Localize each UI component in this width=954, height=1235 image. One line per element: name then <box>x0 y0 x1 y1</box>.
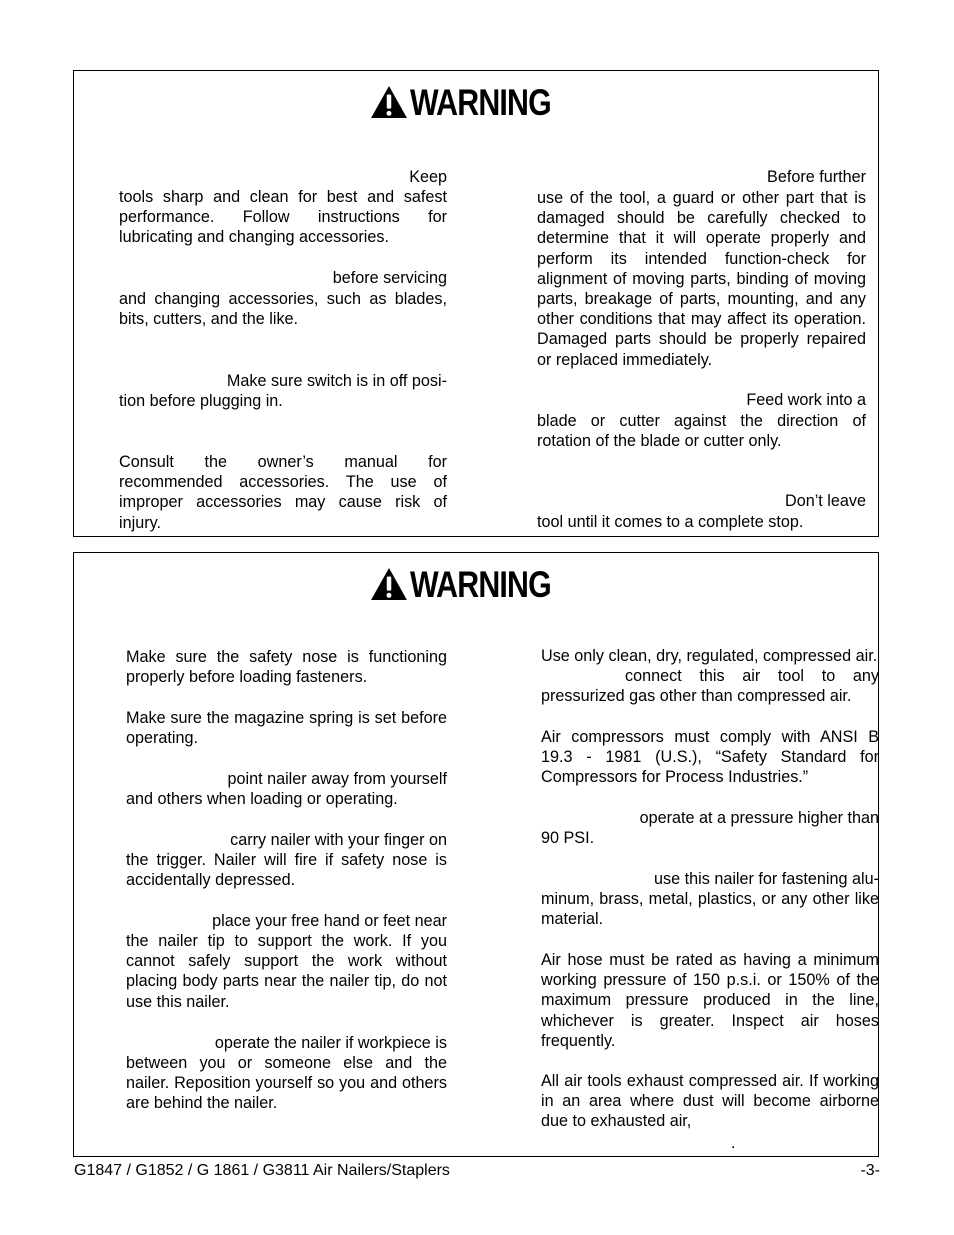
disconnect-text: and changing accessories, such as blades, bits, cutters, and the like. <box>119 290 447 329</box>
magazine-spring-text: Make sure the magazine spring is set before operating. <box>126 709 447 748</box>
free-hand-text: the nailer tip to support the work. If you cannot safely support the work without placing body parts near the nailer tip, do not use this nailer. <box>126 932 447 1011</box>
tool-care-lead: Keep <box>409 168 447 186</box>
finger-trigger-text: the trigger. Nailer will fire if safety nose is accidentally depressed. <box>126 851 447 890</box>
unintentional-start-text: tion before plugging in. <box>119 392 283 410</box>
tool-care-text: tools sharp and clean for best and safest performance. Follow instructions for lubricating and changing accessories. <box>119 188 447 247</box>
never-leave-text: tool until it comes to a complete stop. <box>537 513 804 531</box>
materials-text: minum, brass, metal, plastics, or any other like material. <box>541 890 879 929</box>
warning-triangle-icon <box>370 85 408 119</box>
compressed-air-tail: connect this air tool to any pressurized gas other than compressed air. <box>541 667 879 706</box>
free-hand-lead: place your free hand or feet near <box>212 912 447 930</box>
max-pressure-lead: operate at a pressure higher than <box>639 809 879 827</box>
disconnect-lead: before servicing <box>332 269 447 287</box>
warning-header <box>74 563 878 605</box>
warning-title: WARNING <box>410 563 551 605</box>
max-pressure-text: 90 PSI. <box>541 829 595 847</box>
warning-header <box>74 81 878 123</box>
finger-trigger-lead: carry nailer with your finger on <box>230 831 447 849</box>
warning-triangle-icon <box>370 567 408 601</box>
never-leave-lead: Don’t leave <box>785 492 866 510</box>
safety-nose-text: Make sure the safety nose is functioning properly before loading fasteners. <box>126 648 447 687</box>
warning-title: WARNING <box>410 81 551 123</box>
workpiece-position-lead: operate the nailer if workpiece is <box>214 1034 447 1052</box>
accessories-text: Consult the owner’s manual for recommended accessories. The use of improper accessories may cause risk of injury. <box>119 453 447 532</box>
point-away-lead: point nailer away from yourself <box>227 770 447 788</box>
ansi-compliance-text: Air compressors must comply with ANSI B 19.3 - 1981 (U.S.), “Safety Standard for Compressors for Process Industries.” <box>541 728 879 787</box>
air-hose-text: Air hose must be rated as having a minimum working pressure of 150 p.s.i. or 150% of the maximum pressure produced in the line, whichever is greater. Inspect air hoses frequently. <box>541 951 879 1050</box>
exhaust-air-tail: . <box>731 1134 736 1152</box>
compressed-air-text: Use only clean, dry, regulated, compressed air. <box>541 647 878 665</box>
materials-lead: use this nailer for fastening alu- <box>654 870 879 888</box>
unintentional-start-lead: Make sure switch is in off posi- <box>226 372 447 390</box>
feed-direction-lead: Feed work into a <box>746 391 866 409</box>
page-number: -3- <box>860 1162 880 1179</box>
exhaust-air-text: All air tools exhaust compressed air. If working in an area where dust will become airborne due to exhausted air, <box>541 1072 879 1131</box>
feed-direction-text: blade or cutter against the direction of rotation of the blade or cutter only. <box>537 412 866 451</box>
footer-model-title: G1847 / G1852 / G 1861 / G3811 Air Nailers/Staplers <box>74 1162 450 1179</box>
workpiece-position-text: between you or someone else and the nailer. Reposition yourself so you and others are behind the nailer. <box>126 1054 447 1113</box>
point-away-text: and others when loading or operating. <box>126 790 398 808</box>
damaged-parts-lead: Before further <box>767 168 866 186</box>
damaged-parts-text: use of the tool, a guard or other part that is damaged should be carefully checked to determine that it will operate properly and perform its intended function-check for alignment of moving parts, binding of moving parts, breakage of parts, mounting, and any other conditions that may affect its operation. Damaged parts should be properly repaired or replaced immediately. <box>537 189 866 369</box>
